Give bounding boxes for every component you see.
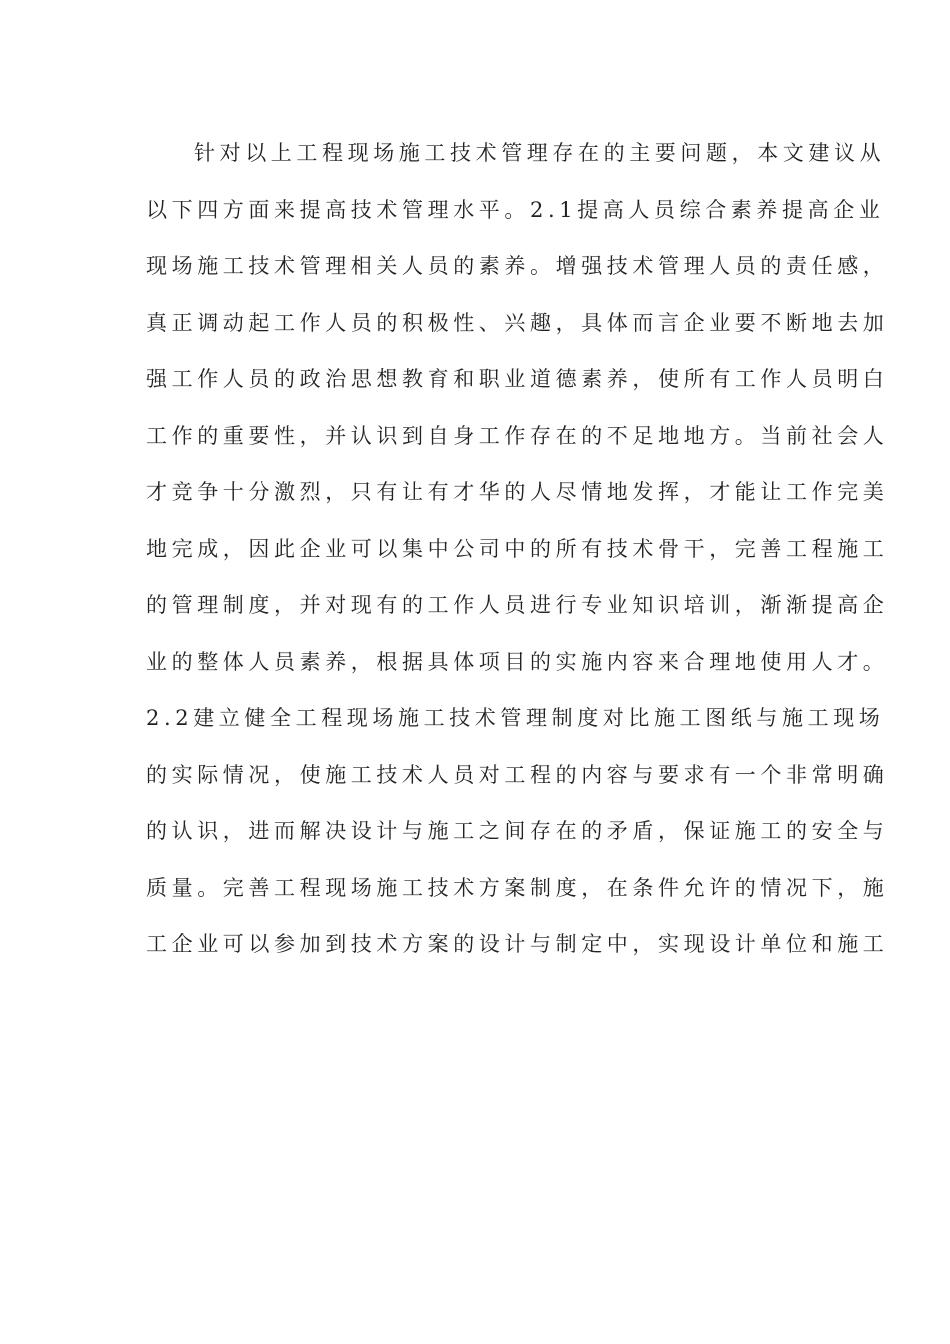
text-line: 业的整体人员素养，根据具体项目的实施内容来合理地使用人才。 — [146, 649, 889, 674]
body-text — [146, 130, 889, 978]
text-line: 地完成，因此企业可以集中公司中的所有技术骨干，完善工程施工 — [146, 536, 889, 561]
text-line: 针对以上工程现场施工技术管理存在的主要问题，本文建议从 — [194, 141, 886, 165]
text-line: 以下四方面来提高技术管理水平。2.1提高人员综合素养提高企业 — [146, 197, 885, 222]
text-line: 的实际情况，使施工技术人员对工程的内容与要求有一个非常明确 — [146, 762, 889, 787]
text-line: 的认识，进而解决设计与施工之间存在的矛盾，保证施工的安全与 — [146, 819, 889, 843]
text-line: 工企业可以参加到技术方案的设计与制定中，实现设计单位和施工 — [146, 932, 889, 956]
text-line: 2.2建立健全工程现场施工技术管理制度对比施工图纸与施工现场 — [146, 706, 885, 730]
text-line: 工作的重要性，并认识到自身工作存在的不足地地方。当前社会人 — [146, 423, 889, 448]
text-line: 才竞争十分激烈，只有让有才华的人尽情地发挥，才能让工作完美 — [146, 480, 889, 504]
text-line: 强工作人员的政治思想教育和职业道德素养，使所有工作人员明白 — [146, 367, 889, 391]
text-line: 的管理制度，并对现有的工作人员进行专业知识培训，渐渐提高企 — [146, 593, 889, 617]
text-line: 质量。完善工程现场施工技术方案制度，在条件允许的情况下，施 — [146, 875, 889, 900]
text-line: 现场施工技术管理相关人员的素养。增强技术管理人员的责任感， — [146, 254, 889, 278]
text-line: 真正调动起工作人员的积极性、兴趣，具体而言企业要不断地去加 — [146, 310, 889, 335]
